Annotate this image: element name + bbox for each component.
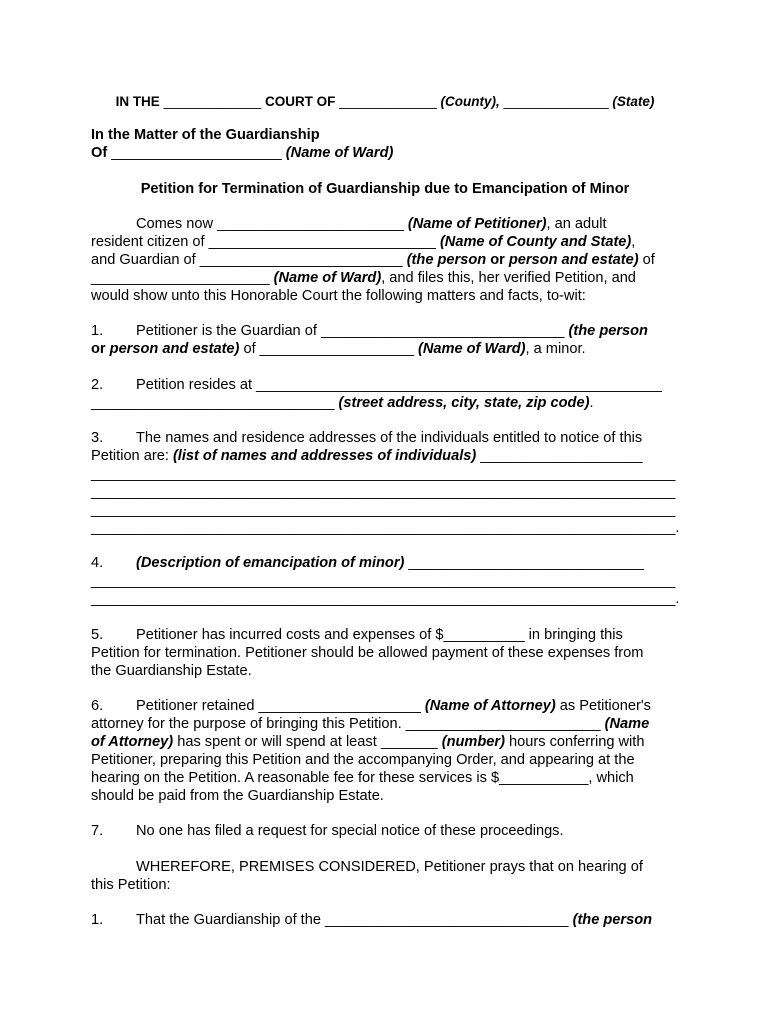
intro-line-4 xyxy=(91,269,636,287)
ward-label: (Name of Ward) xyxy=(273,270,382,286)
court-blank: _____________ xyxy=(163,94,262,109)
para-1-line-1 xyxy=(136,322,648,340)
para-3-line-5: ________________________________________________________________________ xyxy=(91,502,676,518)
para-text: . xyxy=(589,395,594,411)
county-blank: _____________ xyxy=(339,94,437,109)
para-4-line-1 xyxy=(136,554,644,572)
intro-text: Comes now _______________________ xyxy=(136,216,408,232)
intro-line-3 xyxy=(91,251,655,269)
caption-line-2 xyxy=(91,144,393,162)
intro-line-1 xyxy=(136,215,607,233)
intro-text: , xyxy=(631,234,636,250)
para-text: That the Guardianship of the ______________________________ xyxy=(136,912,573,928)
intro-line-2 xyxy=(91,233,635,251)
para-3-number: 3. xyxy=(91,430,104,446)
intro-text: , an adult xyxy=(546,216,607,232)
intro-text: resident citizen of ____________________________ xyxy=(91,234,440,250)
para-7-line-1: No one has filed a request for special notice of these proceedings. xyxy=(136,823,564,839)
state-label: (State) xyxy=(608,94,655,109)
para-text: of ___________________ xyxy=(239,341,418,357)
intro-line-5: would show unto this Honorable Court the following matters and facts, to-wit: xyxy=(91,288,586,304)
names-addresses-label: (list of names and addresses of individuals) xyxy=(172,448,477,464)
para-text: attorney for the purpose of bringing this Petition. ________________________ xyxy=(91,716,605,732)
number-label: (number) xyxy=(441,734,505,750)
petitioner-label: (Name of Petitioner) xyxy=(407,216,547,232)
state-blank: ______________ xyxy=(503,94,609,109)
intro-text: , and files this, her verified Petition, and xyxy=(381,270,636,286)
para-5-line-2: Petition for termination. Petitioner should be allowed payment of these expenses from xyxy=(91,645,644,661)
para-5-line-1: Petitioner has incurred costs and expenses of $__________ in bringing this xyxy=(136,627,623,643)
attorney-label: (Name xyxy=(604,716,650,732)
para-4-line-2: ________________________________________________________________________ xyxy=(91,573,676,589)
document-title: Petition for Termination of Guardianship due to Emancipation of Minor xyxy=(140,181,630,197)
wherefore-line-1: WHEREFORE, PREMISES CONSIDERED, Petitioner prays that on hearing of xyxy=(136,859,643,875)
ward-label: (Name of Ward) xyxy=(417,341,526,357)
address-label: (street address, city, state, zip code) xyxy=(338,395,590,411)
county-label: (County), xyxy=(436,94,504,109)
para-6-line-2 xyxy=(91,715,649,733)
para-2-line-1: Petition resides at __________________________________________________ xyxy=(136,377,662,393)
para-3-line-1: The names and residence addresses of the individuals entitled to notice of this xyxy=(136,430,643,446)
person-label: (the person xyxy=(568,323,648,339)
para-5-line-3: the Guardianship Estate. xyxy=(91,663,252,679)
para-6-line-1 xyxy=(136,697,651,715)
para-text: _____________________________ xyxy=(404,555,644,571)
para-6-line-3 xyxy=(91,733,644,751)
para-text: , a minor. xyxy=(525,341,586,357)
intro-text: ______________________ xyxy=(91,270,274,286)
attorney-label: (Name of Attorney) xyxy=(424,698,556,714)
para-5-number: 5. xyxy=(91,627,104,643)
para-text: ______________________________ xyxy=(91,395,339,411)
ward-label: (Name of Ward) xyxy=(281,145,394,161)
para-2-number: 2. xyxy=(91,377,104,393)
intro-text: of xyxy=(638,252,655,268)
para-6-line-5: hearing on the Petition. A reasonable fee for these services is $___________, which xyxy=(91,770,634,786)
para-text: as Petitioner's xyxy=(555,698,651,714)
estate-label: person and estate) xyxy=(105,341,240,357)
para-6-number: 6. xyxy=(91,698,104,714)
emancipation-label: (Description of emancipation of minor) xyxy=(136,555,405,571)
or-label: or xyxy=(91,341,106,357)
intro-text: and Guardian of _________________________ xyxy=(91,252,407,268)
para-1-line-2 xyxy=(91,340,586,358)
para-3-line-3: ________________________________________________________________________ xyxy=(91,466,676,482)
para-3-line-2 xyxy=(91,447,643,465)
para-6-line-4: Petitioner, preparing this Petition and the accompanying Order, and appearing at the xyxy=(91,752,635,768)
para-1-number: 1. xyxy=(91,323,104,339)
court-header xyxy=(0,93,770,111)
caption-line-1: In the Matter of the Guardianship xyxy=(91,127,320,143)
caption-of: Of xyxy=(91,145,112,161)
or-label: or xyxy=(490,252,505,268)
prayer-1-number: 1. xyxy=(91,912,104,928)
para-text: has spent or will spend at least _______ xyxy=(173,734,442,750)
person-label: (the person xyxy=(406,252,491,268)
para-4-number: 4. xyxy=(91,555,104,571)
court-header-middle: COURT OF xyxy=(261,94,340,109)
para-4-line-3: ________________________________________________________________________. xyxy=(91,591,680,607)
prayer-1-line-1 xyxy=(136,911,652,929)
county-state-label: (Name of County and State) xyxy=(439,234,632,250)
para-2-line-2 xyxy=(91,394,594,412)
para-text: Petitioner is the Guardian of ______________________________ xyxy=(136,323,569,339)
attorney-label: of Attorney) xyxy=(91,734,174,750)
person-label: (the person xyxy=(572,912,653,928)
para-7-number: 7. xyxy=(91,823,104,839)
ward-blank: _____________________ xyxy=(111,145,282,161)
para-6-line-6: should be paid from the Guardianship Estate. xyxy=(91,788,384,804)
para-text: Petitioner retained ____________________ xyxy=(136,698,425,714)
court-header-prefix: IN THE xyxy=(115,94,164,109)
para-text: Petition are: xyxy=(91,448,173,464)
estate-label: person and estate) xyxy=(504,252,639,268)
para-text: ____________________ xyxy=(476,448,643,464)
para-3-line-6: ________________________________________________________________________. xyxy=(91,520,680,536)
para-3-line-4: ________________________________________________________________________ xyxy=(91,484,676,500)
wherefore-line-2: this Petition: xyxy=(91,877,171,893)
para-text: hours conferring with xyxy=(504,734,645,750)
